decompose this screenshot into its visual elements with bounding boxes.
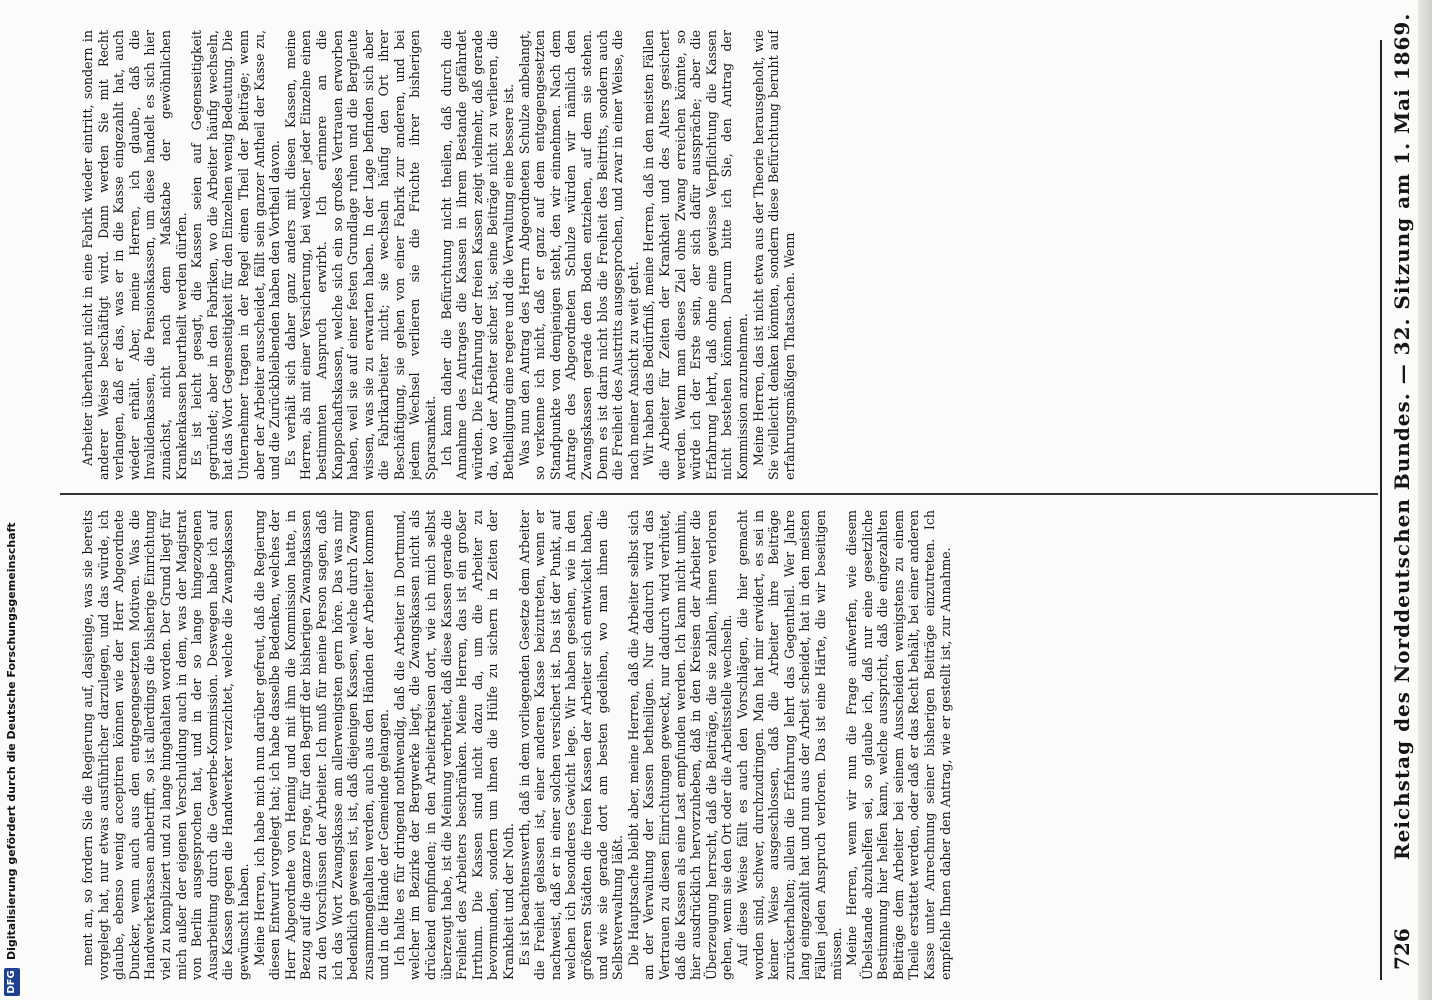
- header-rule: [1380, 40, 1382, 980]
- digitization-credit: [0, 0, 26, 1000]
- paragraph: Die Hauptsache bleibt aber, meine Herren, daß die Arbeiter selbst sich an der Verwaltung der Kassen betheiligen. Nur dadurch wird das Vertrauen zu diesen Einrichtungen geweckt, nur dadurch wird verhütet, daß die Kassen als eine Last empfunden werden. Ich kann nicht umhin, hier ausdrücklich hervorzuheben, daß in den Kreisen der Arbeiter die Überzeugung herrscht, daß die Beiträge, die sie zahlen, ihnen verloren gehen, wenn sie den Ort oder die Arbeitsstelle wechseln.: [625, 510, 735, 980]
- paragraph: Meine Herren, ich habe mich nun darüber gefreut, daß die Regierung diesen Entwurf vorgelegt hat; ich habe dasselbe Bedenken, welches der Herr Abgeordnete von Hennig und mit ihm die Kommission hatte, in Bezug auf die ganze Frage, für den Begriff der bisherigen Zwangskassen zu den Vorschüssen der Arbeiter. Ich muß für meine Person sagen, daß ich das Wort Zwangskasse am allerwenigsten gern höre. Das was mir bedenklich gewesen ist, ist, daß diejenigen Kassen, welche durch Zwang zusammengehalten werden, auch aus den Händen der Arbeiter kommen und in die Hände der Gemeinde gelangen.: [251, 510, 392, 980]
- paragraph: ment an, so fordern Sie die Regierung auf, dasjenige, was sie bereits vorgelegt hat, nur etwas ausführlicher darzulegen, und das würde, ich glaube, ebenso wenig acceptiren können wie der Herr Abgeordnete Duncker, wenn auch aus den entgegengesetzten Motiven. Was die Handwerkerkassen anbetrifft, so ist allerdings die bisherige Einrichtung viel zu kompliziert und zu lange hingehalten worden. Der Grund liegt für mich außer der eigenen Verschuldung auch in dem, was der Magistrat von Berlin ausgesprochen hat, und in der so lange hingezogenen Ausarbeitung durch die Gewerbe-Kommission. Deswegen habe ich auf die Kassen gegen die Handwerker verzichtet, welche die Zwangskassen gewünscht haben.: [80, 510, 251, 980]
- paragraph: Ich kann daher die Befürchtung nicht theilen, daß durch die Annahme des Antrages die Kassen in ihrem Bestande gefährdet würden. Die Erfahrung der freien Kassen zeigt vielmehr, daß gerade da, wo der Arbeiter sicher ist, seine Beiträge nicht zu verlieren, die Betheiligung eine regere und die Verwaltung eine bessere ist.: [438, 30, 517, 480]
- running-title: Reichstag des Norddeutschen Bundes. — 32. Sitzung am 1. Mai 1869.: [1390, 12, 1414, 860]
- column-divider: [60, 493, 1378, 495]
- right-text-column: [80, 30, 1370, 480]
- left-text-column: [80, 510, 1370, 980]
- paragraph: Es ist leicht gesagt, die Kassen seien auf Gegenseitigkeit gegründet; aber in den Fabriken, wo die Arbeiter häufig wechseln, hat das Wort Gegenseitigkeit für den Einzelnen wenig Bedeutung. Die Unternehmer tragen in der Regel einen Theil der Beiträge; wenn aber der Arbeiter ausscheidet, fällt sein ganzer Antheil der Kasse zu, und die Zurückbleibenden haben den Vortheil davon.: [189, 30, 283, 480]
- paragraph: Wir haben das Bedürfniß, meine Herren, daß in den meisten Fällen die Arbeiter für Zeiten der Krankheit und des Alters gesichert werden. Wenn man dieses Ziel ohne Zwang erreichen könnte, so würde ich der Erste sein, der sich dafür ausspräche; aber die Erfahrung lehrt, daß ohne eine gewisse Verpflichtung die Kassen nicht bestehen können. Darum bitte ich Sie, den Antrag der Kommission anzunehmen.: [641, 30, 750, 480]
- paragraph: Meine Herren, das ist nicht etwa aus der Theorie herausgeholt, wie Sie vielleicht denken könnten, sondern diese Befürchtung beruht auf erfahrungsmäßigen Thatsachen. Wenn: [750, 30, 797, 480]
- paragraph: Arbeiter überhaupt nicht in eine Fabrik wieder eintritt, sondern in anderer Weise beschäftigt wird. Dann werden Sie mit Recht verlangen, daß er das, was er in die Kasse eingezahlt hat, auch wieder erhält. Aber, meine Herren, ich glaube, daß die Invalidenkassen, die Pensionskassen, um diese handelt es sich hier zunächst, nicht nach dem Maßstabe der gewöhnlichen Krankenkassen beurtheilt werden dürfen.: [80, 30, 189, 480]
- paragraph: Es verhält sich daher ganz anders mit diesen Kassen, meine Herren, als mit einer Versicherung, bei welcher jeder Einzelne einen bestimmten Anspruch erwirbt. Ich erinnere an die Knappschaftskassen, welche sich ein so großes Vertrauen erworben haben, weil sie auf einer festen Grundlage ruhen und die Bergleute wissen, was sie zu erwarten haben. In der Lage befinden sich aber die Fabrikarbeiter nicht; sie wechseln häufig den Ort ihrer Beschäftigung, sie gehen von einer Fabrik zur anderen, und bei jedem Wechsel verlieren sie die Früchte ihrer bisherigen Sparsamkeit.: [282, 30, 439, 480]
- credit-text: Digitalisierung gefördert durch die Deutsche Forschungsgemeinschaft: [5, 522, 18, 960]
- dfg-logo: DFG: [4, 968, 20, 996]
- scan-edge: [1418, 0, 1432, 1000]
- paragraph: Auf diese Weise fällt es auch den Vorschlägen, die hier gemacht worden sind, schwer, durchzudringen. Man hat mir erwidert, es sei in keiner Weise ausgeschlossen, daß die Arbeiter ihre Beiträge zurückerhalten; allein die Erfahrung lehrt das Gegentheil. Wer Jahre lang eingezahlt hat und nun aus der Arbeit scheidet, hat in den meisten Fällen jeden Anspruch verloren. Das ist eine Härte, die wir beseitigen müssen.: [734, 510, 844, 980]
- page-header: [1390, 12, 1416, 970]
- paragraph: Meine Herren, wenn wir nun die Frage aufwerfen, wie diesem Übelstande abzuhelfen sei, so glaube ich, daß nur eine gesetzliche Bestimmung hier helfen kann, welche ausspricht, daß die eingezahlten Beiträge dem Arbeiter bei seinem Ausscheiden wenigstens zu einem Theile erstattet werden, oder daß er das Recht behält, bei einer anderen Kasse unter Anrechnung seiner bisherigen Beiträge einzutreten. Ich empfehle Ihnen daher den Antrag, wie er gestellt ist, zur Annahme.: [844, 510, 953, 980]
- paragraph: Was nun den Antrag des Herrn Abgeordneten Schulze anbelangt, so verkenne ich nicht, daß er ganz auf dem entgegengesetzten Standpunkte von demjenigen steht, den wir einnehmen. Nach dem Antrage des Abgeordneten Schulze würden wir nämlich den Zwangskassen gerade den Boden entziehen, auf dem sie stehen. Denn es ist darin nicht blos die Freiheit des Beitritts, sondern auch die Freiheit des Austritts ausgesprochen, und zwar in einer Weise, die nach meiner Ansicht zu weit geht.: [516, 30, 641, 480]
- paragraph: Ich halte es für dringend nothwendig, daß die Arbeiter in Dortmund, welcher im Bezirke der Bergwerke liegt, die Zwangskassen nicht als drückend empfinden; in den Arbeiterkreisen dort, wie ich mich selbst überzeugt habe, ist die Meinung verbreitet, daß diese Kassen gerade die Freiheit des Arbeiters beschränken. Meine Herren, das ist ein großer Irrthum. Die Kassen sind nicht dazu da, um die Arbeiter zu bevormunden, sondern um ihnen die Hülfe zu sichern in Zeiten der Krankheit und der Noth.: [391, 510, 517, 980]
- paragraph: Es ist beachtenswerth, daß in dem vorliegenden Gesetze dem Arbeiter die Freiheit gelassen ist, einer anderen Kasse beizutreten, wenn er nachweist, daß er in einer solchen versichert ist. Das ist der Punkt, auf welchen ich besonderes Gewicht lege. Wir haben gesehen, wie in den größeren Städten die freien Kassen der Arbeiter sich entwickelt haben, und wie sie gerade dort am besten gedeihen, wo man ihnen die Selbstverwaltung läßt.: [516, 510, 626, 980]
- page-number: 726: [1390, 928, 1414, 970]
